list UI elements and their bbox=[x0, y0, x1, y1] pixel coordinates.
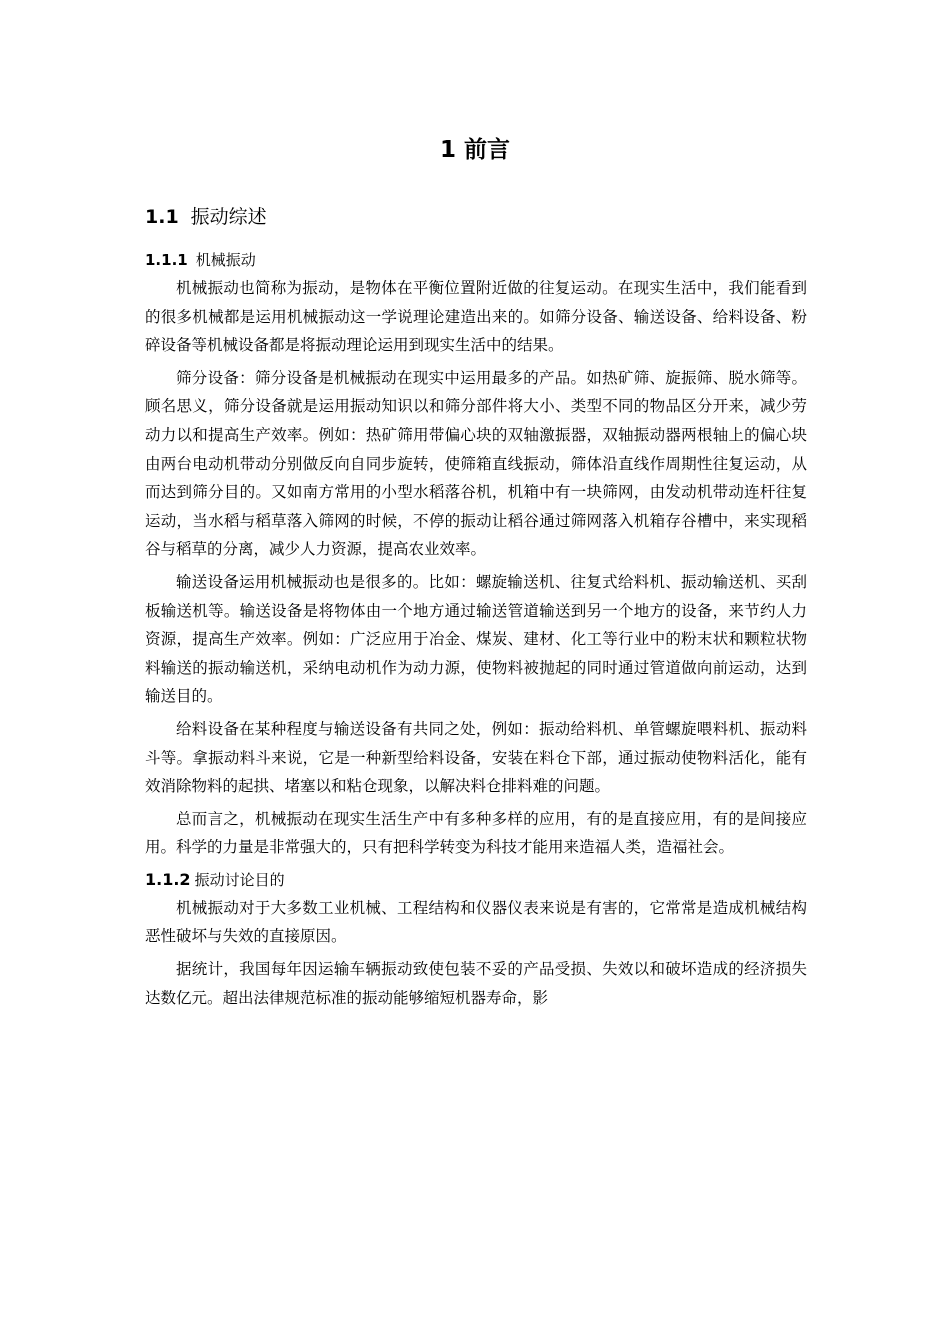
paragraph: 机械振动对于大多数工业机械、工程结构和仪器仪表来说是有害的，它常常是造成机械结构恶性破坏与失效的直接原因。 bbox=[145, 898, 807, 946]
paragraph: 总而言之，机械振动在现实生活生产中有多种多样的应用，有的是直接应用，有的是间接应用。科学的力量是非常强大的，只有把科学转变为科技才能用来造福人类，造福社会。 bbox=[145, 809, 807, 857]
subsection-number: 1.1.1 bbox=[145, 251, 188, 269]
page-content bbox=[145, 202, 807, 1016]
paragraph: 筛分设备：筛分设备是机械振动在现实中运用最多的产品。如热矿筛、旋振筛、脱水筛等。顾名思义，筛分设备就是运用振动知识以和筛分部件将大小、类型不同的物品区分开来，减少劳动力以和提高生产效率。例如：热矿筛用带偏心块的双轴激振器，双轴振动器两根轴上的偏心块由两台电动机带动分别做反向自同步旋转，使筛箱直线振动，筛体沿直线作周期性往复运动，从而达到筛分目的。又如南方常用的小型水稻落谷机，机箱中有一块筛网，由发动机带动连杆往复运动，当水稻与稻草落入筛网的时候，不停的振动让稻谷通过筛网落入机箱存谷槽中，来实现稻谷与稻草的分离，减少人力资源，提高农业效率。 bbox=[145, 368, 807, 559]
section-number: 1.1 bbox=[145, 206, 179, 228]
subsection-title: 机械振动 bbox=[195, 251, 256, 269]
subsection-number: 1.1.2 bbox=[145, 869, 191, 889]
paragraph: 机械振动也简称为振动，是物体在平衡位置附近做的往复运动。在现实生活中，我们能看到的很多机械都是运用机械振动这一学说理论建造出来的。如筛分设备、输送设备、给料设备、粉碎设备等机械设备都是将振动理论运用到现实生活中的结果。 bbox=[145, 279, 807, 355]
subsection-title: 振动讨论目的 bbox=[194, 870, 285, 889]
section-title: 振动综述 bbox=[190, 206, 267, 228]
subsection-heading-1-1-1 bbox=[145, 246, 807, 274]
paragraph: 输送设备运用机械振动也是很多的。比如：螺旋输送机、往复式给料机、振动输送机、买刮板输送机等。输送设备是将物体由一个地方通过输送管道输送到另一个地方的设备，来节约人力资源，提高生产效率。例如：广泛应用于冶金、煤炭、建材、化工等行业中的粉末状和颗粒状物料输送的振动输送机，采纳电动机作为动力源，使物料被抛起的同时通过管道做向前运动，达到输送目的。 bbox=[145, 572, 807, 706]
section-heading-1-1 bbox=[145, 202, 807, 232]
paragraph: 给料设备在某种程度与输送设备有共同之处，例如：振动给料机、单管螺旋喂料机、振动料斗等。拿振动料斗来说，它是一种新型给料设备，安装在料仓下部，通过振动使物料活化，能有效消除物料的起拱、堵塞以和粘仓现象，以解决料仓排料难的问题。 bbox=[145, 719, 807, 796]
chapter-title: 1 前言 bbox=[439, 137, 510, 163]
paragraph: 据统计，我国每年因运输车辆振动致使包装不妥的产品受损、失效以和破坏造成的经济损失达数亿元。超出法律规范标准的振动能够缩短机器寿命，影 bbox=[145, 960, 807, 1007]
subsection-heading-1-1-2 bbox=[145, 866, 807, 894]
